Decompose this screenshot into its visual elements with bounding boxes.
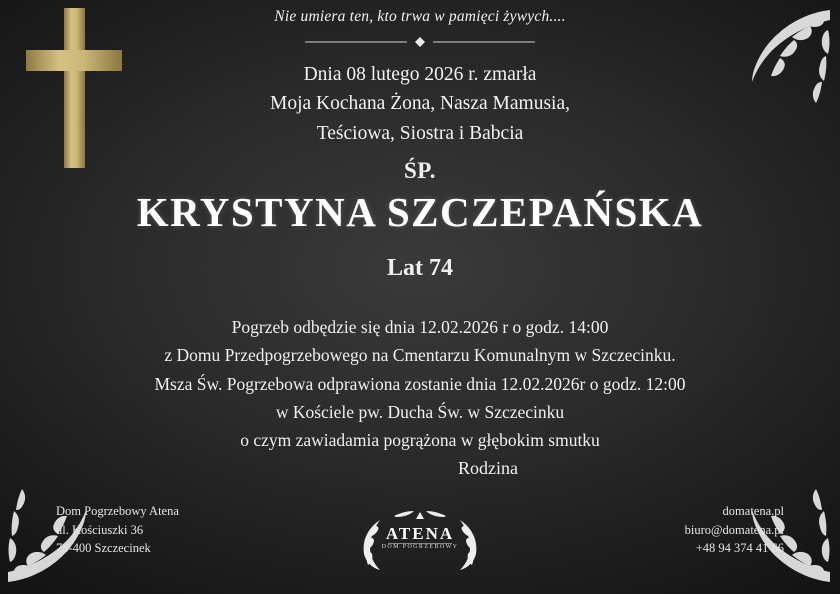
funeral-home-address [56, 502, 179, 558]
contact-website[interactable]: domatena.pl [722, 503, 784, 518]
address-line-3: 78-400 Szczecinek [56, 541, 151, 556]
details-line-3: Msza Św. Pogrzebowa odprawiona zostanie dnia 12.02.2026r o godz. 12:00 [154, 373, 686, 394]
funeral-home-contact [685, 502, 784, 558]
logo-subtitle: DOM POGRZEBOWY [381, 544, 459, 550]
details-line-5: o czym zawiadamia pogrążona w głębokim smutku [240, 430, 600, 451]
intro-block [0, 60, 840, 148]
ceremony-details [0, 313, 840, 455]
address-line-2: ul. Kościuszki 36 [56, 522, 144, 537]
decorative-divider [295, 36, 545, 48]
signature-family: Rodzina [458, 458, 518, 478]
deceased-name: KRYSTYNA SZCZEPAŃSKA [136, 189, 704, 235]
contact-email[interactable]: biuro@domatena.pl [684, 522, 784, 537]
honorific-label: ŚP. [404, 158, 436, 183]
details-line-4: w Kościele pw. Ducha Św. w Szczecinku [275, 402, 565, 423]
intro-line-1: Dnia 08 lutego 2026 r. zmarła [303, 64, 537, 85]
address-line-1: Dom Pogrzebowy Atena [56, 503, 179, 518]
memorial-quote: Nie umiera ten, kto trwa w pamięci żywych.... [274, 8, 566, 25]
intro-line-2: Moja Kochana Żona, Nasza Mamusia, [270, 93, 570, 115]
contact-phone[interactable]: +48 94 374 41 66 [695, 541, 784, 556]
intro-line-3: Teściowa, Siostra i Babcia [316, 122, 524, 144]
details-line-1: Pogrzeb odbędzie się dnia 12.02.2026 r o godz. 14:00 [231, 317, 609, 337]
age-label: Lat 74 [387, 255, 453, 281]
details-line-2: z Domu Przedpogrzebowego na Cmentarzu Komunalnym w Szczecinku. [164, 345, 676, 366]
logo-wordmark: ATENA [385, 524, 455, 543]
atena-logo [354, 510, 486, 572]
